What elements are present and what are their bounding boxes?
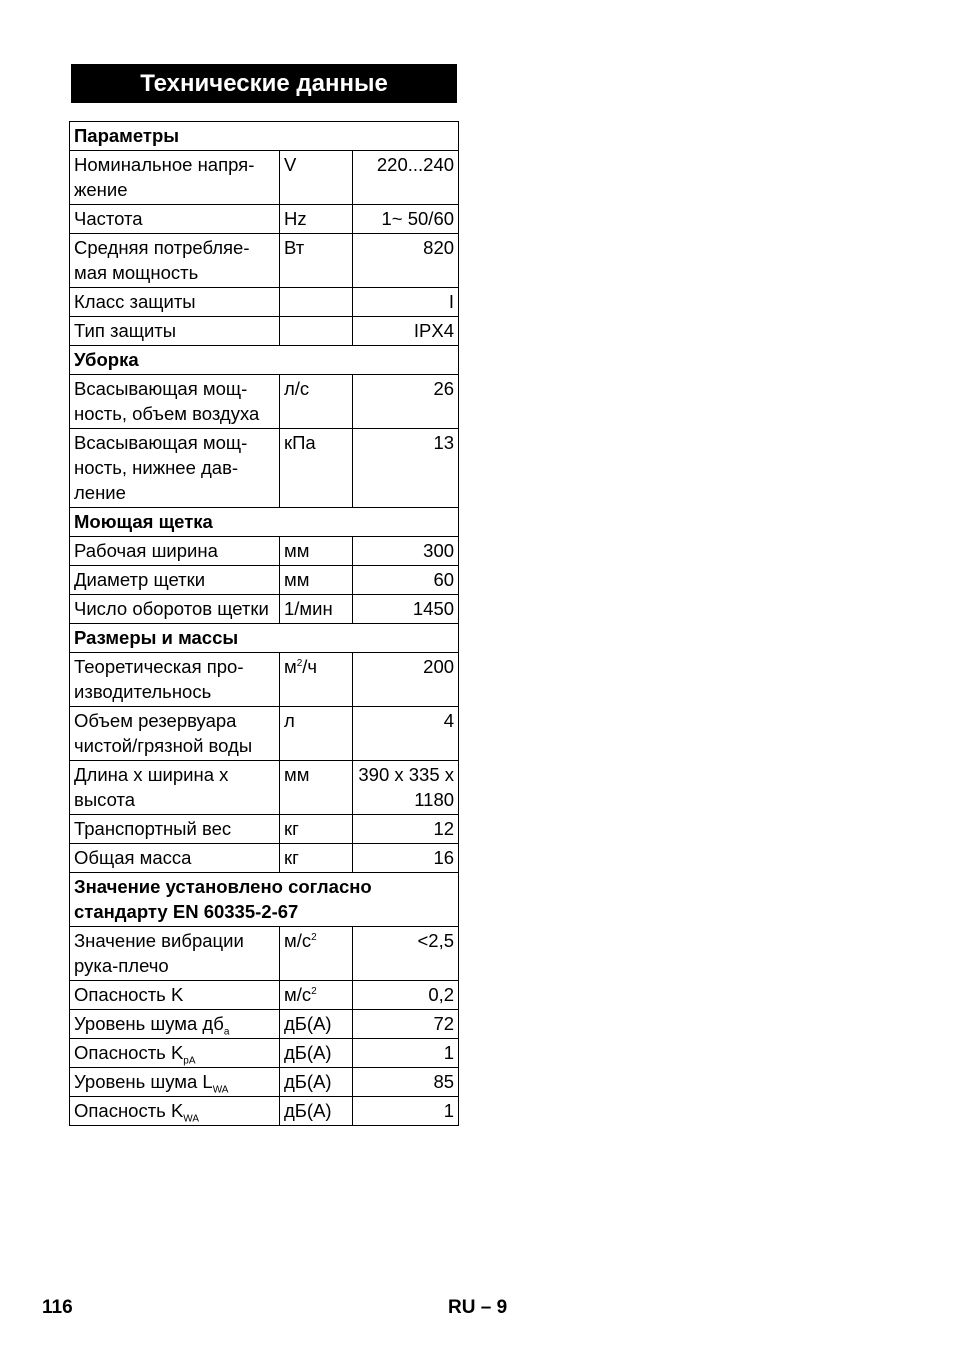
unit-superscript: 2: [311, 985, 317, 997]
technical-data-table: [69, 121, 459, 1126]
unit-cell: [280, 761, 353, 815]
table-row: [70, 317, 459, 346]
value-cell: 820: [353, 234, 459, 288]
unit-label: м/с: [284, 984, 312, 1005]
param-cell: [70, 375, 280, 429]
unit-label: Вт: [284, 237, 305, 258]
unit-cell: [280, 288, 353, 317]
value-cell: 60: [353, 566, 459, 595]
param-label: Общая масса: [74, 847, 192, 868]
unit-label: дБ(A): [284, 1042, 332, 1063]
unit-label: V: [284, 154, 297, 175]
section-header-row: [70, 508, 459, 537]
unit-label: кг: [284, 818, 299, 839]
unit-cell: [280, 566, 353, 595]
table-row: [70, 707, 459, 761]
unit-label: мм: [284, 569, 310, 590]
unit-cell: [280, 537, 353, 566]
param-subscript: a: [223, 1026, 230, 1038]
value-cell: 1: [353, 1097, 459, 1126]
param-cell: [70, 429, 280, 508]
param-cell: [70, 815, 280, 844]
value-cell: 72: [353, 1010, 459, 1039]
param-label: Диаметр щетки: [74, 569, 206, 590]
section-page-ref: RU – 9: [448, 1297, 508, 1318]
param-cell: [70, 595, 280, 624]
table-row: [70, 537, 459, 566]
value-cell: 220...240: [353, 151, 459, 205]
param-label: Тип защиты: [74, 320, 177, 341]
section-header-row: [70, 624, 459, 653]
section-heading: Размеры и массы: [70, 624, 459, 653]
param-label: Опасность K: [74, 984, 184, 1005]
param-label: Частота: [74, 208, 143, 229]
param-cell: [70, 205, 280, 234]
value-cell: 16: [353, 844, 459, 873]
param-label: Опасность K: [74, 1100, 184, 1121]
table-row: [70, 1068, 459, 1097]
section-heading: Параметры: [70, 122, 459, 151]
param-label: Класс защиты: [74, 291, 196, 312]
param-cell: [70, 317, 280, 346]
table-row: [70, 595, 459, 624]
param-label: Длина x ширина x высота: [74, 764, 229, 810]
page-title: Технические данные: [71, 64, 457, 103]
param-label: Уровень шума L: [74, 1071, 213, 1092]
param-cell: [70, 761, 280, 815]
unit-cell: [280, 234, 353, 288]
section-heading: Значение установлено согласно стандарту EN 60335-2-67: [70, 873, 459, 927]
unit-cell: [280, 205, 353, 234]
unit-cell: [280, 707, 353, 761]
value-cell: 1450: [353, 595, 459, 624]
unit-cell: [280, 1010, 353, 1039]
unit-label: кПа: [284, 432, 316, 453]
unit-label: кг: [284, 847, 299, 868]
param-label: Число оборотов щетки: [74, 598, 269, 619]
section-header-row: [70, 122, 459, 151]
value-cell: 85: [353, 1068, 459, 1097]
unit-cell: [280, 1039, 353, 1068]
table-row: [70, 981, 459, 1010]
section-heading: Моющая щетка: [70, 508, 459, 537]
value-cell: 13: [353, 429, 459, 508]
unit-cell: [280, 1068, 353, 1097]
param-cell: [70, 981, 280, 1010]
table-row: [70, 927, 459, 981]
param-label: Уровень шума дб: [74, 1013, 224, 1034]
unit-cell: [280, 981, 353, 1010]
table-row: [70, 151, 459, 205]
param-label: Рабочая ширина: [74, 540, 218, 561]
value-cell: 26: [353, 375, 459, 429]
section-header-row: [70, 346, 459, 375]
param-label: Теоретическая про-изводительнось: [74, 656, 244, 702]
unit-label: дБ(A): [284, 1100, 332, 1121]
param-cell: [70, 844, 280, 873]
unit-label: дБ(A): [284, 1013, 332, 1034]
table-row: [70, 815, 459, 844]
unit-tail: /ч: [302, 656, 318, 677]
param-cell: [70, 288, 280, 317]
unit-label: дБ(A): [284, 1071, 332, 1092]
unit-label: мм: [284, 764, 310, 785]
value-cell: 1~ 50/60: [353, 205, 459, 234]
unit-cell: [280, 844, 353, 873]
unit-label: 1/мин: [284, 598, 333, 619]
value-cell: IPX4: [353, 317, 459, 346]
param-label: Всасывающая мощ-ность, нижнее дав-ление: [74, 432, 248, 503]
page-number: 116: [42, 1297, 73, 1318]
value-cell: 4: [353, 707, 459, 761]
value-cell: 390 x 335 x 1180: [353, 761, 459, 815]
table-row: [70, 234, 459, 288]
unit-cell: [280, 375, 353, 429]
unit-cell: [280, 429, 353, 508]
value-cell: 300: [353, 537, 459, 566]
table-row: [70, 566, 459, 595]
table-row: [70, 1097, 459, 1126]
unit-cell: [280, 927, 353, 981]
table-row: [70, 653, 459, 707]
unit-cell: [280, 653, 353, 707]
unit-cell: [280, 815, 353, 844]
unit-superscript: 2: [296, 657, 303, 669]
value-cell: I: [353, 288, 459, 317]
param-subscript: pA: [183, 1055, 196, 1067]
unit-label: м: [284, 656, 297, 677]
unit-cell: [280, 317, 353, 346]
unit-label: л/с: [284, 378, 310, 399]
unit-superscript: 2: [311, 931, 317, 943]
value-cell: 1: [353, 1039, 459, 1068]
param-subscript: WA: [212, 1084, 229, 1096]
value-cell: 12: [353, 815, 459, 844]
table-row: [70, 844, 459, 873]
table-row: [70, 1010, 459, 1039]
param-cell: [70, 537, 280, 566]
param-label: Объем резервуара чистой/грязной воды: [74, 710, 253, 756]
param-cell: [70, 1097, 280, 1126]
unit-label: л: [284, 710, 295, 731]
unit-cell: [280, 151, 353, 205]
param-label: Значение вибрации рука-плечо: [74, 930, 244, 976]
param-label: Номинальное напря-жение: [74, 154, 255, 200]
param-label: Всасывающая мощ-ность, объем воздуха: [74, 378, 260, 424]
param-cell: [70, 1010, 280, 1039]
param-label: Опасность K: [74, 1042, 184, 1063]
unit-cell: [280, 1097, 353, 1126]
value-cell: 200: [353, 653, 459, 707]
param-cell: [70, 927, 280, 981]
table-row: [70, 1039, 459, 1068]
param-label: Транспортный вес: [74, 818, 232, 839]
param-cell: [70, 707, 280, 761]
param-cell: [70, 234, 280, 288]
table-row: [70, 375, 459, 429]
value-cell: <2,5: [353, 927, 459, 981]
param-cell: [70, 653, 280, 707]
table-row: [70, 205, 459, 234]
section-header-row: [70, 873, 459, 927]
unit-label: м/с: [284, 930, 312, 951]
table-row: [70, 761, 459, 815]
section-heading: Уборка: [70, 346, 459, 375]
unit-cell: [280, 595, 353, 624]
unit-label: Hz: [284, 208, 307, 229]
table-row: [70, 429, 459, 508]
value-cell: 0,2: [353, 981, 459, 1010]
unit-label: мм: [284, 540, 310, 561]
param-label: Средняя потребляе-мая мощность: [74, 237, 250, 283]
table-row: [70, 288, 459, 317]
param-cell: [70, 566, 280, 595]
param-cell: [70, 151, 280, 205]
param-subscript: WA: [183, 1113, 200, 1125]
param-cell: [70, 1068, 280, 1097]
param-cell: [70, 1039, 280, 1068]
